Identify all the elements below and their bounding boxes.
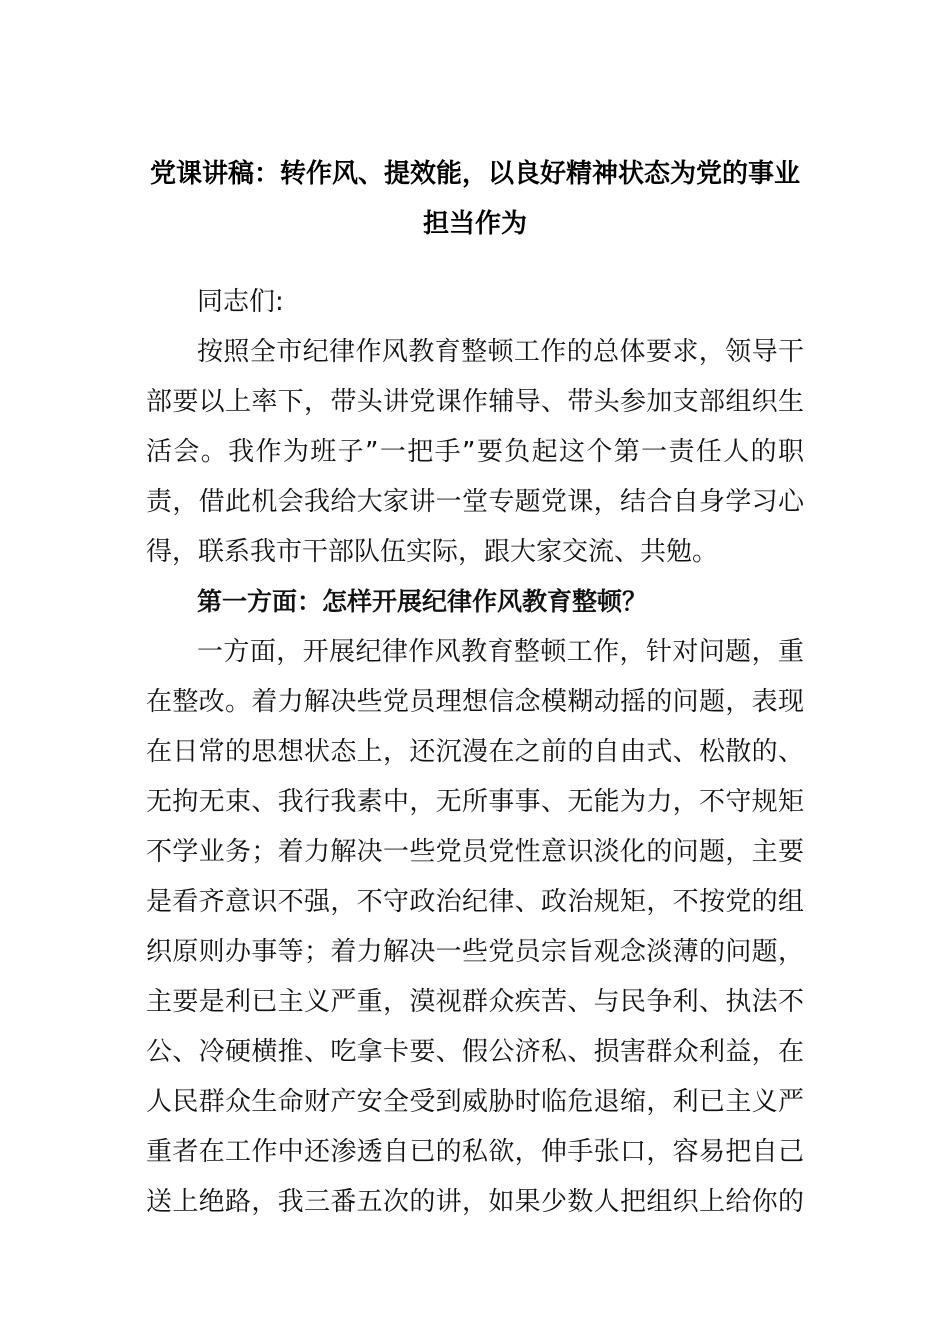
paragraph-line: 一方面，开展纪律作风教育整顿工作，针对问题，重 (197, 637, 804, 667)
paragraph-line: 是看齐意识不强，不守政治纪律、政治规矩，不按党的组 (146, 887, 804, 917)
paragraph-line: 在日常的思想状态上，还沉漫在之前的自由式、松散的、 (146, 737, 804, 767)
paragraph-line: 活会。我作为班子”一把手”要负起这个第一责任人的职 (146, 437, 804, 467)
paragraph-line: 责，借此机会我给大家讲一堂专题党课，结合自身学习心 (146, 487, 804, 517)
paragraph-line: 无拘无束、我行我素中，无所事事、无能为力，不守规矩 (146, 787, 804, 817)
paragraph-line: 不学业务；着力解决一些党员党性意识淡化的问题，主要 (146, 837, 804, 867)
paragraph-line: 在整改。着力解决些党员理想信念模糊动摇的问题，表现 (146, 687, 804, 717)
paragraph-line: 主要是利已主义严重，漠视群众疾苦、与民争利、执法不 (146, 987, 804, 1017)
paragraph-line: 部要以上率下，带头讲党课作辅导、带头参加支部组织生 (146, 387, 804, 417)
paragraph-line: 送上绝路，我三番五次的讲，如果少数人把组织上给你的 (146, 1187, 804, 1217)
paragraph-line: 公、冷硬横推、吃拿卡要、假公济私、损害群众利益，在 (146, 1037, 804, 1067)
paragraph-line: 重者在工作中还渗透自已的私欲，伸手张口，容易把自己 (146, 1137, 804, 1167)
salutation: 同志们: (197, 287, 284, 317)
section-heading: 第一方面：怎样开展纪律作风教育整顿？ (197, 587, 648, 616)
paragraph-line: 人民群众生命财产安全受到威胁时临危退缩，利已主义严 (146, 1087, 804, 1117)
paragraph-line: 织原则办事等；着力解决一些党员宗旨观念淡薄的问题， (146, 937, 804, 967)
document-title-line-2: 担当作为 (422, 209, 527, 239)
paragraph-line: 得，联系我市干部队伍实际，跟大家交流、共勉。 (146, 537, 719, 567)
paragraph-line: 按照全市纪律作风教育整顿工作的总体要求，领导干 (197, 337, 804, 367)
document-title-line-1: 党课讲稿：转作风、提效能，以良好精神状态为党的事业 (149, 159, 800, 189)
